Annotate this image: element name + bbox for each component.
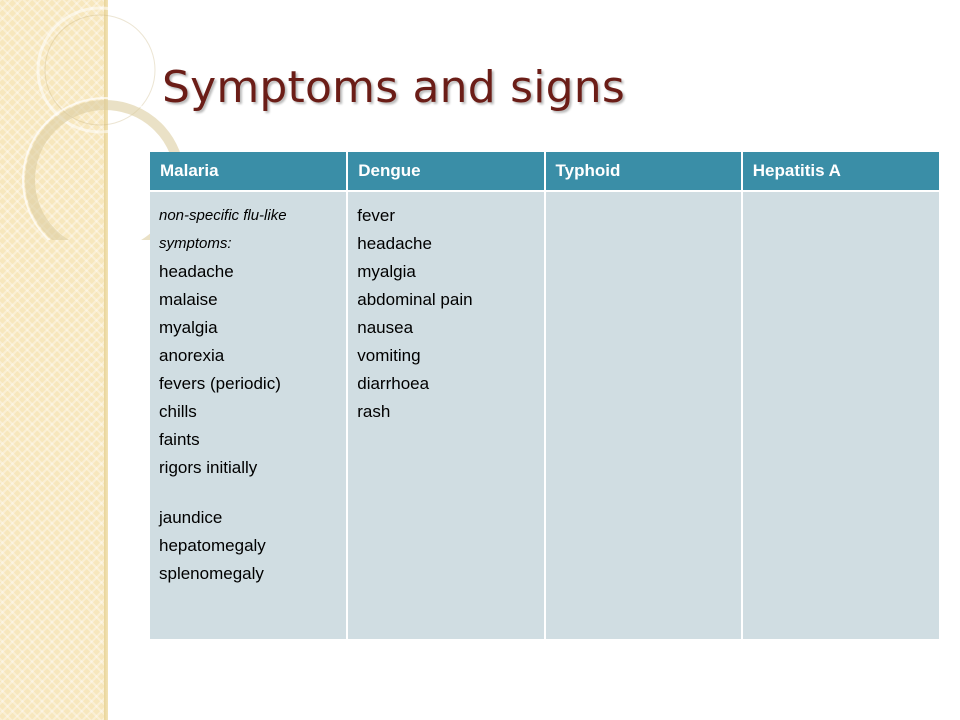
cell-malaria (150, 191, 347, 639)
spacer (159, 482, 337, 504)
malaria-intro-line: symptoms: (159, 235, 232, 252)
table-header-row (150, 152, 939, 191)
symptoms-table (150, 152, 939, 639)
malaria-symptom: headache (159, 262, 234, 281)
header-malaria: Malaria (150, 152, 347, 191)
dengue-symptom: myalgia (357, 262, 416, 281)
malaria-symptom: fevers (periodic) (159, 374, 281, 393)
malaria-symptom: chills (159, 402, 197, 421)
cell-typhoid (545, 191, 742, 639)
page-title: Symptoms and signs (162, 62, 625, 113)
decorative-side-edge (104, 0, 108, 720)
decorative-side-band (0, 0, 104, 720)
malaria-symptom: anorexia (159, 346, 225, 365)
cell-hepatitis-a (742, 191, 939, 639)
dengue-symptom: nausea (357, 318, 414, 337)
header-dengue: Dengue (347, 152, 544, 191)
header-typhoid: Typhoid (545, 152, 742, 191)
dengue-symptom: abdominal pain (357, 290, 473, 309)
dengue-symptom: diarrhoea (357, 374, 430, 393)
malaria-symptom: rigors initially (159, 458, 258, 477)
dengue-symptom: vomiting (357, 346, 421, 365)
malaria-symptom: myalgia (159, 318, 218, 337)
malaria-symptom: faints (159, 430, 200, 449)
cell-dengue (347, 191, 544, 639)
dengue-symptom: headache (357, 234, 432, 253)
dengue-symptom: fever (357, 206, 396, 225)
malaria-sign: jaundice (159, 508, 223, 527)
malaria-intro-line: non-specific flu-like (159, 207, 287, 224)
header-hepatitis-a: Hepatitis A (742, 152, 939, 191)
malaria-sign: hepatomegaly (159, 536, 266, 555)
malaria-symptom: malaise (159, 290, 218, 309)
dengue-symptom: rash (357, 402, 391, 421)
table-row (150, 191, 939, 639)
malaria-sign: splenomegaly (159, 564, 264, 583)
